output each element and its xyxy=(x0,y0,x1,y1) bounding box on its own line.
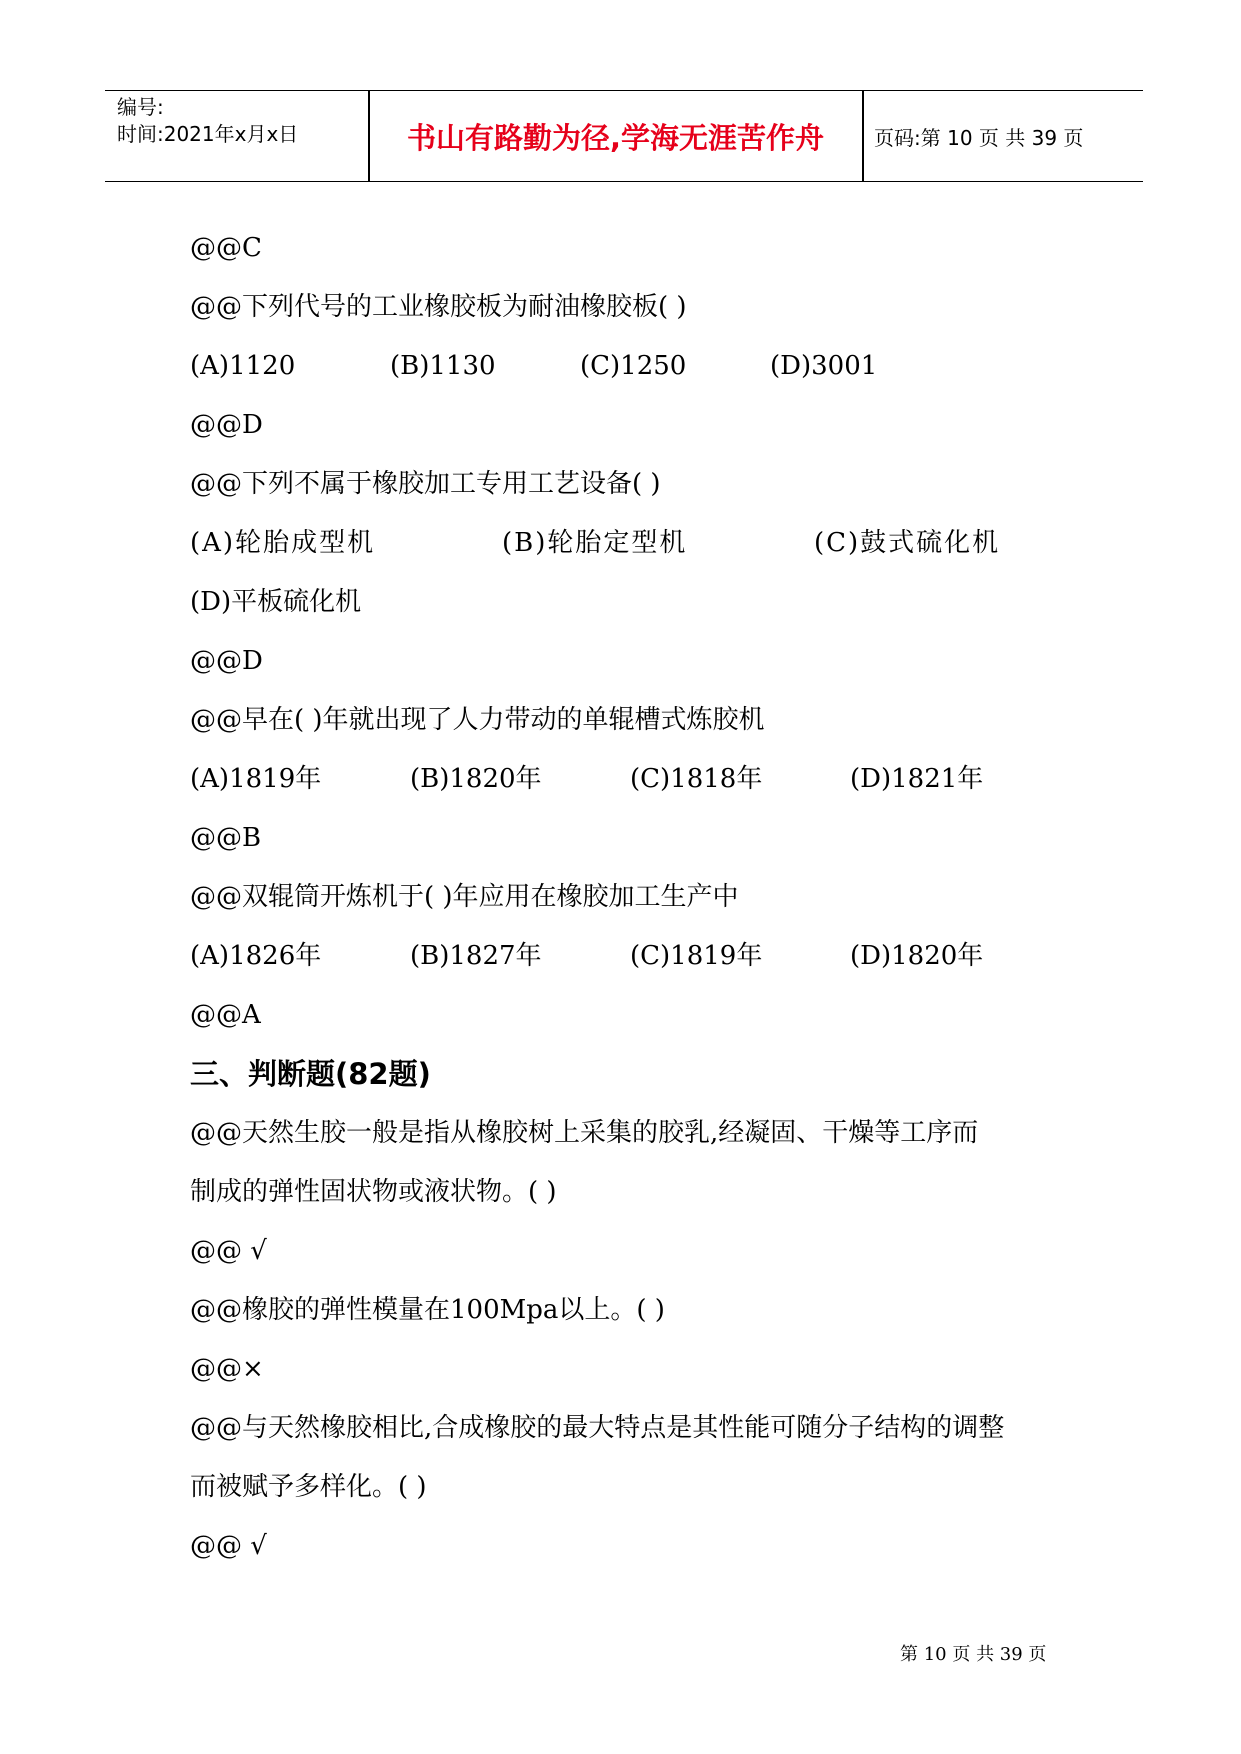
question-line: @@早在( )年就出现了人力带动的单辊槽式炼胶机 xyxy=(190,705,765,735)
option-c: (C)鼓式硫化机 xyxy=(814,528,1001,558)
option-c: (C)1819年 xyxy=(630,941,763,971)
answer-line: @@B xyxy=(190,823,262,853)
option-b: (B)1827年 xyxy=(410,941,542,971)
option-d: (D)平板硫化机 xyxy=(190,587,362,617)
number-label: 编号: xyxy=(117,95,164,119)
option-a: (A)轮胎成型机 xyxy=(190,528,376,558)
answer-line: @@ √ xyxy=(190,1531,267,1561)
option-a: (A)1120 xyxy=(190,351,296,381)
option-a: (A)1819年 xyxy=(190,764,322,794)
answer-line: @@D xyxy=(190,646,263,676)
option-a: (A)1826年 xyxy=(190,941,322,971)
options-row xyxy=(190,523,1060,582)
option-c: (C)1250 xyxy=(580,351,687,381)
question-line: @@橡胶的弹性模量在100Mpa以上。( ) xyxy=(190,1295,665,1325)
option-b: (B)轮胎定型机 xyxy=(502,528,688,558)
question-line: @@双辊筒开炼机于( )年应用在橡胶加工生产中 xyxy=(190,882,739,912)
option-c: (C)1818年 xyxy=(630,764,763,794)
option-b: (B)1820年 xyxy=(410,764,542,794)
question-line: @@下列代号的工业橡胶板为耐油橡胶板( ) xyxy=(190,292,687,322)
question-line: @@天然生胶一般是指从橡胶树上采集的胶乳,经凝固、干燥等工序而 xyxy=(190,1118,979,1148)
section-title: 三、判断题(82题) xyxy=(190,1057,431,1091)
question-line: @@下列不属于橡胶加工专用工艺设备( ) xyxy=(190,469,661,499)
option-b: (B)1130 xyxy=(390,351,496,381)
document-body xyxy=(190,228,1060,1585)
option-d: (D)1821年 xyxy=(850,764,984,794)
time-label: 时间:2021年x月x日 xyxy=(117,122,299,146)
options-row xyxy=(190,759,1060,818)
option-d: (D)3001 xyxy=(770,351,878,381)
answer-line: @@D xyxy=(190,410,263,440)
options-row xyxy=(190,936,1060,995)
answer-line: @@A xyxy=(190,1000,261,1030)
question-line: @@与天然橡胶相比,合成橡胶的最大特点是其性能可随分子结构的调整 xyxy=(190,1413,1005,1443)
header-divider-right xyxy=(862,91,864,181)
options-row xyxy=(190,346,1060,405)
answer-line: @@ √ xyxy=(190,1236,267,1266)
header-motto: 书山有路勤为径,学海无涯苦作舟 xyxy=(406,120,825,155)
question-line: 而被赋予多样化。( ) xyxy=(190,1472,427,1502)
option-d: (D)1820年 xyxy=(850,941,984,971)
answer-line: @@× xyxy=(190,1354,264,1384)
page-footer: 第 10 页 共 39 页 xyxy=(900,1644,1047,1665)
question-line: 制成的弹性固状物或液状物。( ) xyxy=(190,1177,557,1207)
header-page-number: 页码:第 10 页 共 39 页 xyxy=(874,125,1084,150)
page-header xyxy=(105,90,1143,182)
answer-line: @@C xyxy=(190,233,262,263)
header-meta xyxy=(117,91,367,181)
